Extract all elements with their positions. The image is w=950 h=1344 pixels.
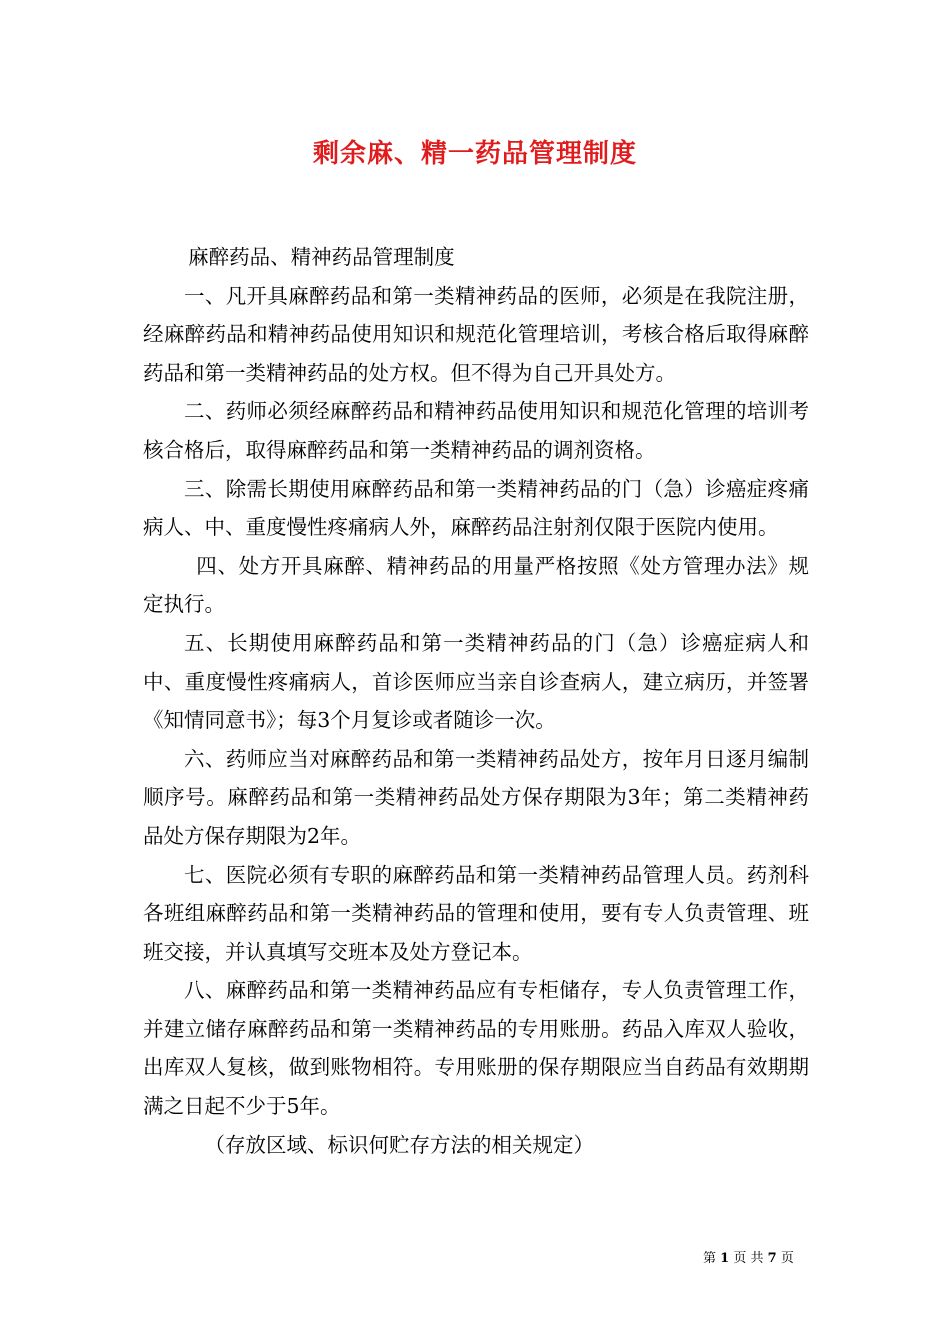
paragraph-8: 八、麻醉药品和第一类精神药品应有专柜储存，专人负责管理工作，并建立储存麻醉药品和第一类精神药品的专用账册。药品入库双人验收，出库双人复核，做到账物相符。专用账册的保存期限应当自药品有效期期满之日起不少于5年。 <box>143 978 809 1119</box>
section-subheading: 麻醉药品、精神药品管理制度 <box>188 245 455 269</box>
document-title: 剩余麻、精一药品管理制度 <box>312 139 637 169</box>
page-footer <box>703 1247 794 1266</box>
footer-total-pages: 7 <box>767 1251 777 1266</box>
footer-middle: 页 共 <box>733 1251 764 1266</box>
storage-note: （存放区域、标识何贮存方法的相关规定） <box>204 1132 594 1157</box>
footer-suffix: 页 <box>780 1251 794 1266</box>
footer-current-page: 1 <box>720 1251 730 1266</box>
footer-prefix: 第 <box>703 1251 717 1266</box>
paragraph-5: 五、长期使用麻醉药品和第一类精神药品的门（急）诊癌症病人和中、重度慢性疼痛病人，首诊医师应当亲自诊查病人，建立病历，并签署《知情同意书》；每3个月复诊或者随诊一次。 <box>143 630 809 733</box>
paragraph-7: 七、医院必须有专职的麻醉药品和第一类精神药品管理人员。药剂科各班组麻醉药品和第一类精神药品的管理和使用，要有专人负责管理、班班交接，并认真填写交班本及处方登记本。 <box>143 862 809 964</box>
paragraph-1: 一、凡开具麻醉药品和第一类精神药品的医师，必须是在我院注册，经麻醉药品和精神药品使用知识和规范化管理培训，考核合格后取得麻醉药品和第一类精神药品的处方权。但不得为自己开具处方。 <box>143 283 809 385</box>
paragraph-3: 三、除需长期使用麻醉药品和第一类精神药品的门（急）诊癌症疼痛病人、中、重度慢性疼痛病人外，麻醉药品注射剂仅限于医院内使用。 <box>143 476 809 540</box>
paragraph-2: 二、药师必须经麻醉药品和精神药品使用知识和规范化管理的培训考核合格后，取得麻醉药品和第一类精神药品的调剂资格。 <box>143 399 809 462</box>
paragraph-6: 六、药师应当对麻醉药品和第一类精神药品处方，按年月日逐月编制顺序号。麻醉药品和第一类精神药品处方保存期限为3年；第二类精神药品处方保存期限为2年。 <box>143 746 809 848</box>
document-body <box>143 238 809 1164</box>
paragraph-4: 四、处方开具麻醉、精神药品的用量严格按照《处方管理办法》规定执行。 <box>143 553 809 617</box>
